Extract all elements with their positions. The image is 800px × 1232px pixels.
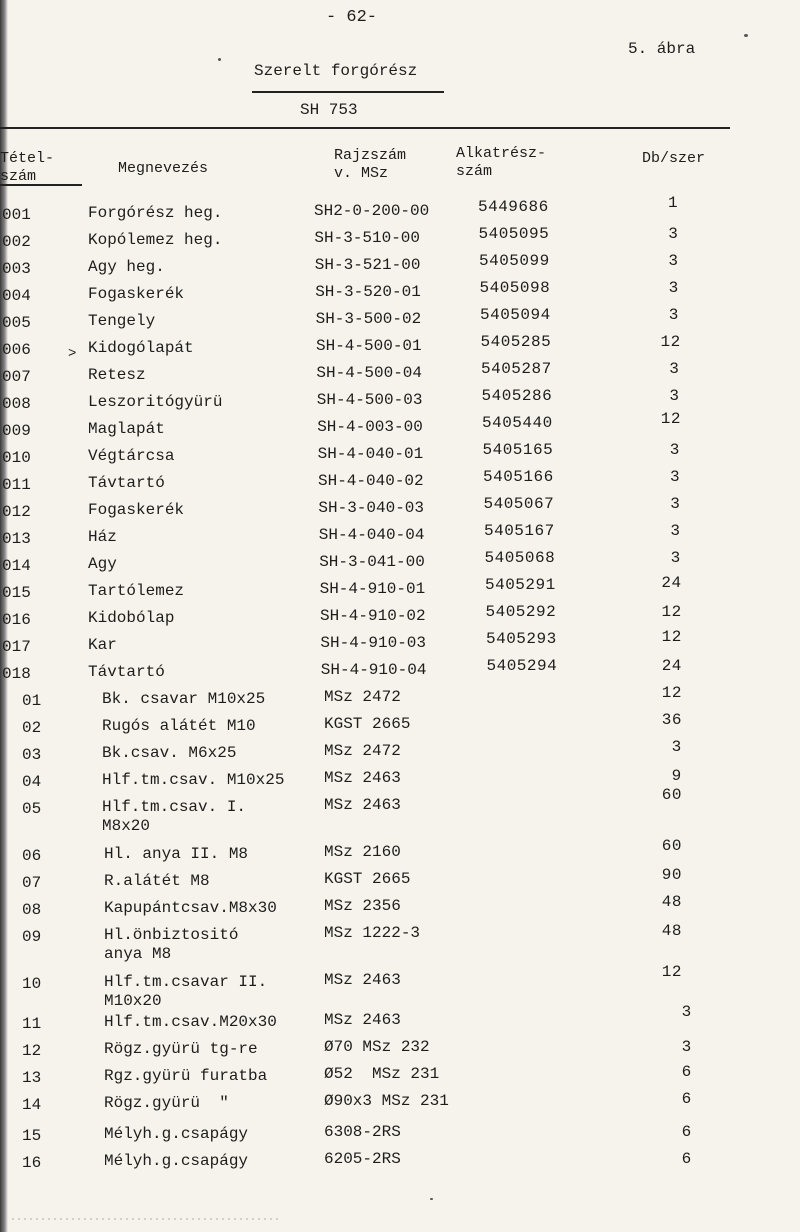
cell-name: Kidogólapát [88, 339, 194, 357]
cell-qty: 6 [681, 1090, 692, 1108]
paper-speck [218, 58, 221, 61]
cell-qty: 24 [661, 574, 682, 592]
cell-drawing: MSz 2472 [324, 688, 401, 706]
cell-drawing: MSz 2463 [324, 1011, 401, 1029]
cell-item: 02 [22, 719, 42, 737]
cell-qty: 3 [669, 360, 680, 378]
cell-item: 005 [2, 314, 31, 332]
cell-name: Mélyh.g.csapágy [104, 1125, 249, 1143]
cell-part: 5405166 [483, 468, 554, 486]
cell-qty: 6 [681, 1123, 692, 1141]
cell-drawing: SH-4-910-04 [320, 661, 427, 679]
cell-item: 006 [2, 341, 31, 359]
cell-name: Bk.csav. M6x25 [102, 744, 237, 762]
cell-drawing: MSz 2160 [324, 843, 401, 861]
cell-drawing: SH-4-500-01 [316, 337, 422, 355]
cell-part: 5405098 [479, 279, 551, 297]
cell-drawing: 6205-2RS [324, 1150, 401, 1168]
header-part-no: Alkatrész- szám [456, 145, 547, 180]
cell-drawing: SH2-0-200-00 [314, 202, 430, 220]
cell-name: Bk. csavar M10x25 [102, 690, 266, 708]
cell-drawing: MSz 2356 [324, 897, 401, 915]
cell-qty: 60 [661, 837, 682, 855]
scan-dot-line [10, 1218, 280, 1220]
cell-name: Hlf.tm.csav.M20x30 [104, 1013, 277, 1031]
cell-item: 07 [22, 874, 42, 892]
cell-qty: 12 [660, 333, 681, 351]
cell-part: 5405294 [486, 657, 558, 675]
cell-part: 5405094 [480, 306, 551, 324]
cell-drawing: SH-4-910-03 [320, 634, 427, 652]
cell-drawing: 6308-2RS [324, 1123, 401, 1141]
header-name: Megnevezés [118, 160, 209, 177]
cell-qty: 12 [660, 410, 681, 428]
cell-name: Rgz.gyürü furatba [104, 1067, 268, 1085]
cell-qty: 3 [671, 738, 682, 756]
cell-item: 11 [22, 1015, 42, 1033]
cell-item: 09 [22, 928, 42, 946]
cell-name: Rögz.gyürü tg-re [104, 1040, 258, 1058]
document-subtitle: SH 753 [300, 101, 358, 119]
cell-qty: 36 [661, 711, 682, 729]
cell-item: 03 [22, 746, 42, 764]
cell-drawing: SH-3-521-00 [314, 256, 421, 274]
cell-drawing: MSz 1222-3 [324, 924, 421, 942]
cell-part: 5405167 [484, 522, 555, 540]
cell-item: 018 [2, 665, 31, 683]
cell-name: Ház [88, 528, 117, 546]
cell-qty: 3 [668, 252, 679, 270]
cell-item: 08 [22, 901, 42, 919]
cell-qty: 6 [681, 1063, 692, 1081]
cell-drawing: MSz 2463 [324, 971, 401, 989]
cell-part: 5405286 [481, 387, 553, 405]
cell-drawing: SH-3-500-02 [315, 310, 422, 328]
cell-name: Hlf.tm.csav. I. M8x20 [102, 798, 247, 835]
cell-drawing: SH-4-910-01 [319, 580, 426, 598]
cell-drawing: SH-4-040-02 [318, 472, 424, 490]
cell-name: Mélyh.g.csapágy [104, 1152, 249, 1170]
cell-name: Agy [88, 555, 117, 573]
cell-qty: 1 [668, 194, 679, 212]
cell-item: 002 [2, 233, 31, 251]
cell-item: 010 [2, 449, 31, 467]
cell-qty: 12 [661, 684, 682, 702]
cell-part: 5405440 [482, 414, 553, 432]
cell-name: Kopólemez heg. [88, 231, 223, 249]
cell-drawing: SH-4-500-04 [316, 364, 423, 382]
document-title: Szerelt forgórész [254, 62, 418, 80]
cell-qty: 24 [661, 657, 682, 675]
cell-name: Fogaskerék [88, 501, 185, 519]
cell-qty: 3 [669, 441, 680, 459]
cell-qty: 3 [670, 495, 681, 513]
cell-part: 5405287 [481, 360, 552, 378]
cell-drawing: SH-3-520-01 [315, 283, 421, 301]
cell-name: Hlf.tm.csavar II. M10x20 [104, 973, 268, 1010]
cell-name: Maglapát [88, 420, 165, 438]
cell-drawing: SH-4-040-01 [317, 445, 424, 463]
cell-drawing: SH-3-510-00 [314, 229, 421, 247]
cell-qty: 3 [668, 306, 679, 324]
cell-part: 5405285 [480, 333, 552, 351]
cell-drawing: Ø90x3 MSz 231 [324, 1092, 449, 1110]
cell-name: Hlf.tm.csav. M10x25 [102, 771, 285, 789]
cell-name: Tengely [88, 312, 156, 330]
cell-item: 008 [2, 395, 31, 413]
cell-qty: 9 [671, 767, 682, 785]
cell-item: 001 [2, 206, 31, 224]
cell-name: Rugós alátét M10 [102, 717, 256, 735]
cell-part: 5405095 [478, 225, 550, 243]
cell-item: 01 [22, 692, 42, 710]
cell-item: 04 [22, 773, 42, 791]
cell-item: 15 [22, 1127, 42, 1145]
cell-item: 016 [2, 611, 31, 629]
cell-item: 012 [2, 503, 31, 521]
cell-qty: 3 [669, 387, 680, 405]
cell-qty: 12 [661, 628, 682, 646]
cell-name: Hl.önbiztositó anya M8 [104, 926, 239, 963]
cell-drawing: SH-4-910-02 [320, 607, 426, 625]
cell-drawing: MSz 2463 [324, 769, 401, 787]
cell-name: Hl. anya II. M8 [104, 845, 249, 863]
header-drawing-no: Rajzszám v. MSz [334, 147, 407, 182]
cell-qty: 3 [681, 1003, 692, 1021]
cell-item: 05 [22, 800, 42, 818]
cell-drawing: MSz 2472 [324, 742, 401, 760]
cell-drawing: Ø52 MSz 231 [324, 1065, 440, 1083]
cell-item: 004 [2, 287, 31, 305]
cell-part: 5405291 [485, 576, 556, 594]
cell-item: 13 [22, 1069, 42, 1087]
cell-drawing: SH-3-041-00 [319, 553, 425, 571]
cell-qty: 3 [681, 1038, 692, 1056]
header-qty: Db/szer [642, 150, 706, 167]
paper-speck [430, 1198, 433, 1200]
cell-qty: 3 [670, 468, 681, 486]
cell-name: Tartólemez [88, 582, 185, 600]
cell-name: Végtárcsa [88, 447, 175, 465]
cell-name: Kidobólap [88, 609, 175, 627]
cell-qty: 3 [668, 279, 679, 297]
cell-name: Retesz [88, 366, 146, 384]
cell-drawing: SH-4-040-04 [318, 526, 425, 544]
cell-name: Kar [88, 636, 117, 654]
cell-part: 5405292 [485, 603, 557, 621]
cell-drawing: Ø70 MSz 232 [324, 1038, 430, 1056]
cell-item: 007 [2, 368, 31, 386]
cell-name: Kapupántcsav.M8x30 [104, 899, 277, 917]
cell-qty: 12 [661, 603, 682, 621]
cell-item: 009 [2, 422, 31, 440]
cell-drawing: KGST 2665 [324, 870, 411, 888]
cell-qty: 90 [661, 866, 682, 884]
paper-speck [744, 34, 748, 37]
margin-mark: > [68, 346, 77, 362]
cell-qty: 60 [661, 786, 682, 804]
cell-qty: 48 [661, 893, 682, 911]
cell-part: 5405165 [482, 441, 554, 459]
cell-part: 5405293 [486, 630, 557, 648]
cell-name: Rögz.gyürü " [104, 1094, 229, 1112]
cell-item: 10 [22, 975, 42, 993]
cell-part: 5405099 [479, 252, 550, 270]
cell-drawing: KGST 2665 [324, 715, 411, 733]
cell-name: Forgórész heg. [88, 204, 223, 222]
cell-name: R.alátét M8 [104, 872, 210, 890]
cell-name: Agy heg. [88, 258, 165, 276]
cell-item: 015 [2, 584, 31, 602]
cell-item: 16 [22, 1154, 42, 1172]
cell-item: 014 [2, 557, 31, 575]
cell-name: Fogaskerék [88, 285, 185, 303]
cell-qty: 6 [681, 1150, 692, 1168]
cell-part: 5449686 [478, 198, 549, 216]
cell-item: 003 [2, 260, 31, 278]
cell-drawing: SH-4-500-03 [316, 391, 423, 409]
cell-item: 06 [22, 847, 42, 865]
cell-item: 013 [2, 530, 31, 548]
cell-name: Távtartó [88, 474, 165, 492]
cell-part: 5405068 [484, 549, 556, 567]
cell-qty: 3 [670, 522, 681, 540]
header-item-no: Tétel- szám [0, 150, 55, 185]
title-underline [252, 91, 444, 93]
cell-qty: 3 [670, 549, 681, 567]
cell-item: 017 [2, 638, 31, 656]
cell-item: 12 [22, 1042, 42, 1060]
cell-item: 14 [22, 1096, 42, 1114]
page-number: - 62- [326, 8, 378, 27]
table-top-rule [0, 127, 730, 129]
figure-label: 5. ábra [628, 40, 696, 58]
cell-qty: 3 [668, 225, 679, 243]
cell-item: 011 [2, 476, 31, 494]
cell-name: Távtartó [88, 663, 165, 681]
cell-drawing: SH-4-003-00 [317, 418, 423, 436]
cell-drawing: MSz 2463 [324, 796, 401, 814]
cell-qty: 12 [661, 963, 682, 981]
cell-part: 5405067 [483, 495, 555, 513]
cell-name: Leszoritógyürü [88, 393, 223, 411]
cell-drawing: SH-3-040-03 [318, 499, 425, 517]
cell-qty: 48 [661, 922, 682, 940]
